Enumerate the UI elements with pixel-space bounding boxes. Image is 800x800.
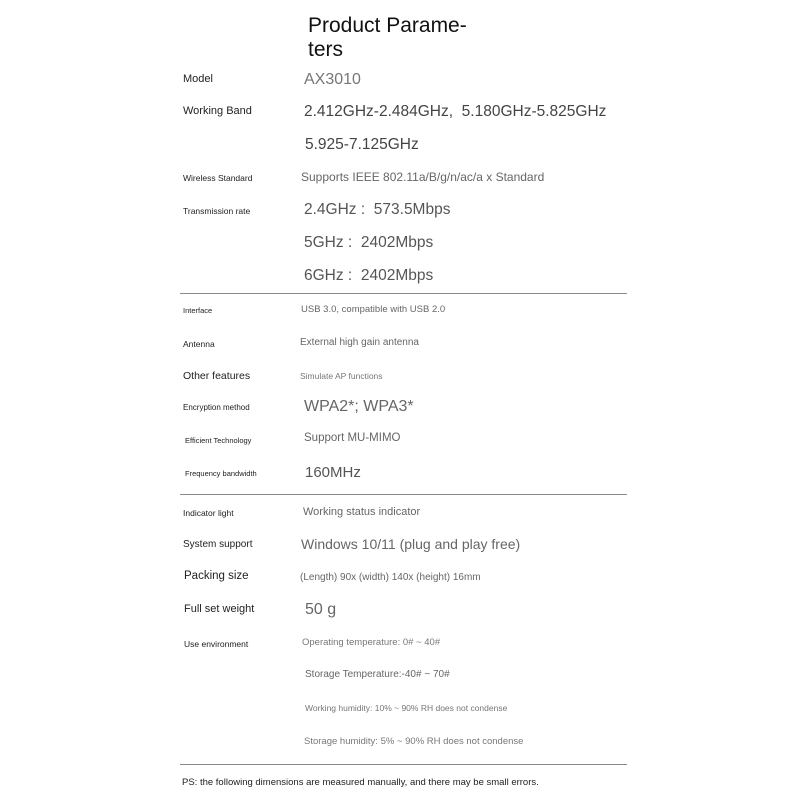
page-title: Product Parame-ters	[308, 14, 467, 61]
value-wireless-standard: Supports IEEE 802.11a/B/g/n/ac/a x Standard	[301, 170, 545, 184]
value-interface: USB 3.0, compatible with USB 2.0	[301, 304, 446, 315]
value-efficient-technology: Support MU-MIMO	[304, 432, 401, 444]
label-other-features: Other features	[183, 370, 251, 382]
value-storage-temperature: Storage Temperature:-40# ~ 70#	[305, 669, 450, 680]
divider	[180, 293, 627, 294]
value-full-set-weight: 50 g	[305, 601, 337, 618]
divider	[180, 494, 627, 495]
value-indicator-light: Working status indicator	[303, 506, 421, 518]
value-system-support: Windows 10/11 (plug and play free)	[301, 536, 521, 552]
value-storage-humidity: Storage humidity: 5% ~ 90% RH does not condense	[304, 736, 524, 747]
value-rate-6ghz: 6GHz : 2402Mbps	[304, 267, 434, 284]
label-encryption-method: Encryption method	[183, 403, 250, 412]
value-antenna: External high gain antenna	[300, 337, 419, 348]
value-rate-24ghz: 2.4GHz : 573.5Mbps	[304, 201, 451, 218]
label-system-support: System support	[183, 539, 253, 550]
value-working-band-2: 5.925-7.125GHz	[305, 136, 419, 153]
value-rate-5ghz: 5GHz : 2402Mbps	[304, 234, 434, 251]
label-use-environment: Use environment	[184, 639, 249, 649]
label-efficient-technology: Efficient Technology	[185, 436, 252, 445]
label-wireless-standard: Wireless Standard	[183, 173, 253, 183]
value-working-humidity: Working humidity: 10% ~ 90% RH does not condense	[305, 703, 508, 713]
value-encryption-method: WPA2*; WPA3*	[304, 398, 414, 415]
label-transmission-rate: Transmission rate	[183, 206, 251, 216]
label-frequency-bandwidth: Frequency bandwidth	[185, 469, 257, 478]
value-packing-size: (Length) 90x (width) 140x (height) 16mm	[300, 572, 481, 583]
value-model: AX3010	[304, 71, 361, 88]
value-operating-temperature: Operating temperature: 0# ~ 40#	[302, 637, 441, 648]
divider	[180, 764, 627, 765]
value-working-band-1: 2.412GHz-2.484GHz, 5.180GHz-5.825GHz	[304, 103, 607, 120]
label-full-set-weight: Full set weight	[184, 603, 255, 615]
label-packing-size: Packing size	[184, 570, 249, 582]
footnote: PS: the following dimensions are measured manually, and there may be small errors.	[182, 777, 539, 788]
label-indicator-light: Indicator light	[183, 508, 234, 518]
label-antenna: Antenna	[183, 339, 215, 349]
value-frequency-bandwidth: 160MHz	[305, 464, 361, 481]
value-other-features: Simulate AP functions	[300, 371, 383, 381]
label-model: Model	[183, 73, 213, 85]
label-interface: Interface	[183, 306, 213, 315]
label-working-band: Working Band	[183, 105, 252, 117]
